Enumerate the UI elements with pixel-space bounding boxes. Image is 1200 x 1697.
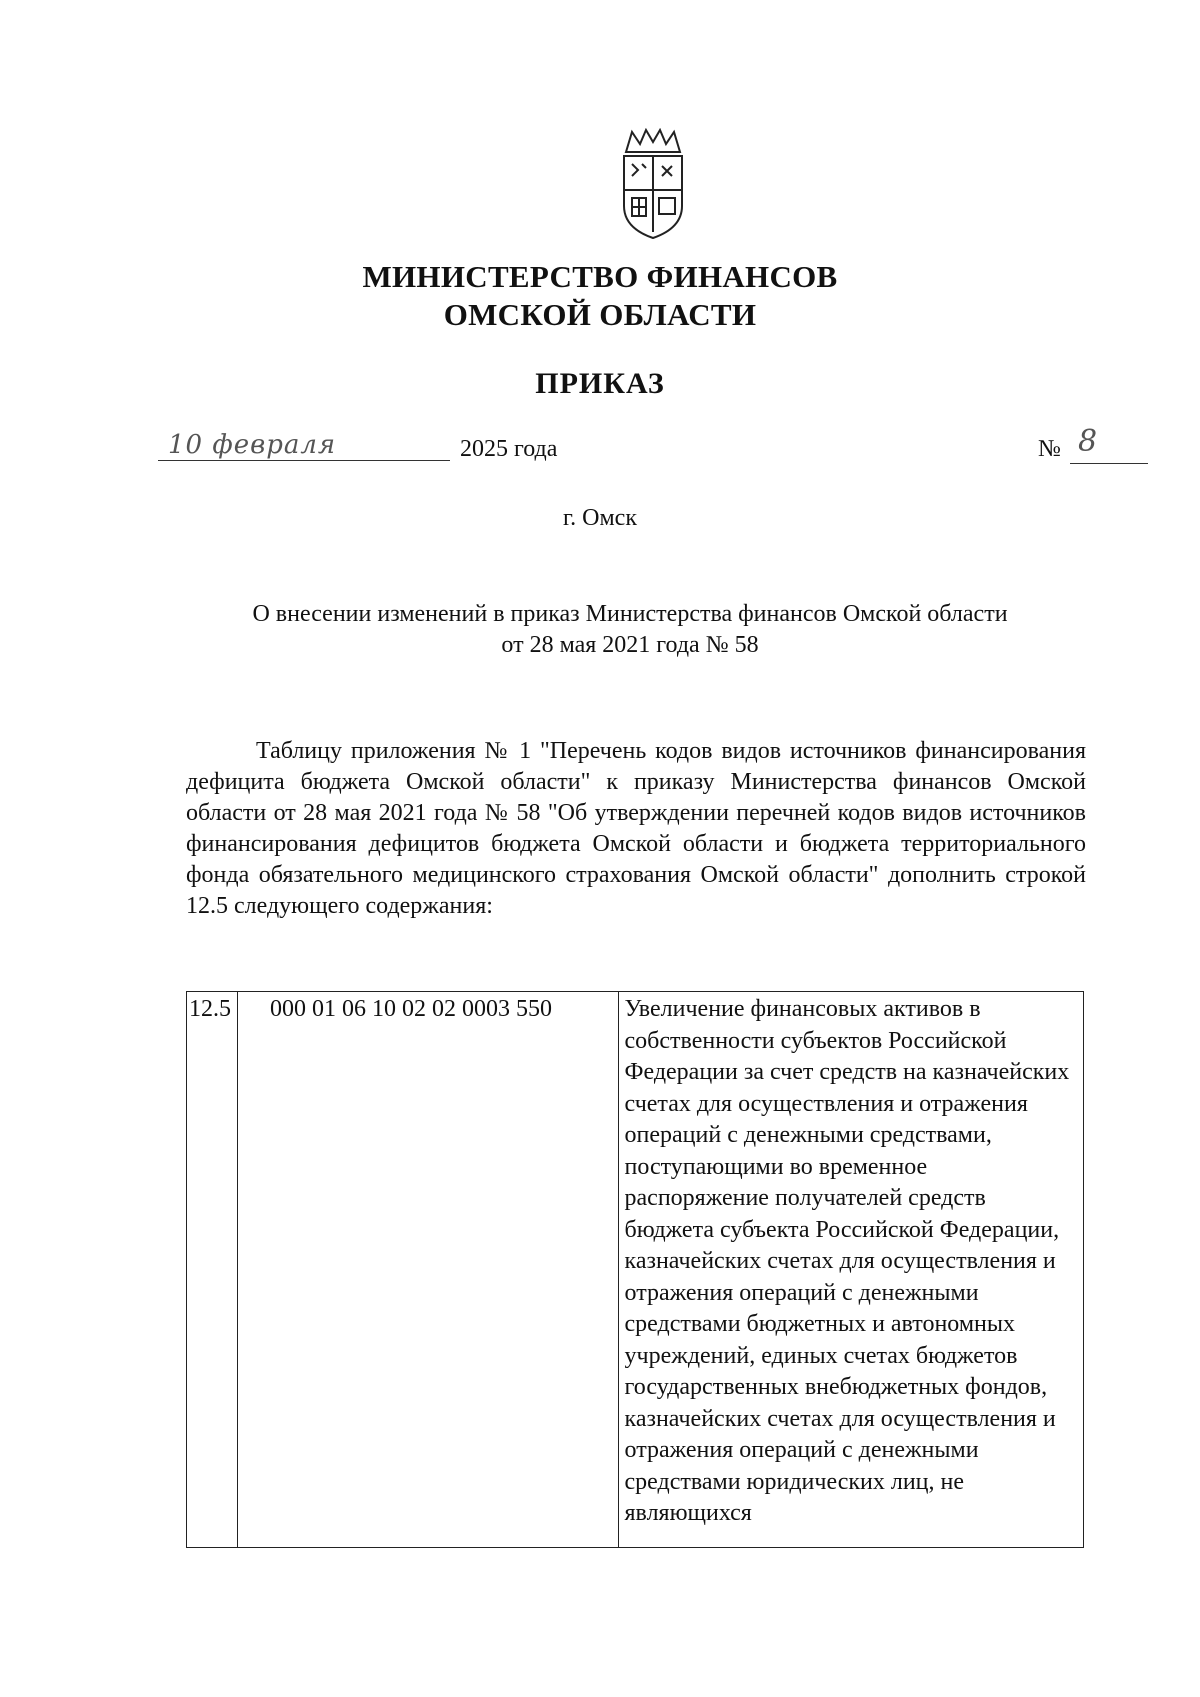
body-paragraph: Таблицу приложения № 1 "Перечень кодов видов источников финансирования дефицита бюджета Омской области" к приказу Министерства финансов Омской области от 28 мая 2021 года № 58 "Об утверждении перечней кодов видов источников финансирования дефицитов бюджета Омской области и бюджета территориального фонда обязательного медицинского страхования Омской области" дополнить строкой 12.5 следующего содержания:	[186, 738, 1086, 919]
order-subject	[190, 599, 1070, 661]
order-subject-line2: от 28 мая 2021 года № 58	[501, 632, 759, 658]
order-subject-line1: О внесении изменений в приказ Министерства финансов Омской области	[252, 601, 1008, 627]
row-number-cell: 12.5	[187, 992, 238, 1548]
handwritten-number: 8	[1078, 424, 1098, 459]
city-line: г. Омск	[563, 505, 637, 531]
order-title: ПРИКАЗ	[535, 367, 665, 400]
coat-of-arms-emblem	[612, 128, 694, 240]
ministry-name-line1: МИНИСТЕРСТВО ФИНАНСОВ	[362, 259, 838, 294]
handwritten-date: 10 февраля	[168, 430, 337, 460]
table-row	[187, 992, 1084, 1548]
description-cell: Увеличение финансовых активов в собственности субъектов Российской Федерации за счет средств на казначейских счетах для осуществления и отражения операций с денежными средствами, поступающими во временное распоряжение получателей средств бюджета субъекта Российской Федерации, казначейских счетах для осуществления и отражения операций с денежными средствами бюджетных и автономных учреждений, единых счетах бюджетов государственных внебюджетных фондов, казначейских счетах для осуществления и отражения операций с денежными средствами юридических лиц, не являющихся	[618, 992, 1083, 1548]
ministry-name	[300, 258, 900, 334]
date-underline	[158, 460, 450, 461]
ministry-name-line2: ОМСКОЙ ОБЛАСТИ	[443, 297, 757, 332]
source-code-cell: 000 01 06 10 02 02 0003 550	[238, 992, 619, 1548]
number-underline	[1070, 463, 1148, 464]
number-label: №	[1038, 436, 1061, 462]
date-year: 2025 года	[460, 436, 558, 462]
date-number-line	[158, 424, 1098, 480]
insert-row-table	[186, 991, 1084, 1548]
